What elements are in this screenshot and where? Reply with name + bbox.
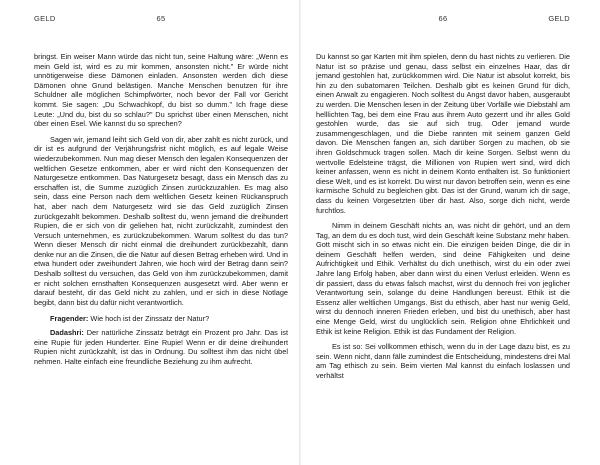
- answer-text: Der natürliche Zinssatz beträgt ein Prozent pro Jahr. Das ist eine Rupie für jeden Hunderter. Eine Rupie! Wenn er dir deine dreihundert Rupien nicht zurückzahlt, ist das in Ordnung. Du solltest ihm das nicht übel nehmen. Halte einfach eine freundliche Beziehung zu ihm aufrecht.: [34, 328, 288, 366]
- running-title: GELD: [34, 14, 56, 23]
- paragraph: Es ist so: Sei vollkommen ethisch, wenn du in der Lage dazu bist, es zu sein. Wenn nicht, dann fälle zumindest die Entscheidung, mindestens drei Mal am Tag ethisch zu sein. Beim vierten Mal kannst du einfach loslassen und verhältst: [316, 342, 570, 380]
- right-page-header: [316, 14, 570, 28]
- paragraph: Nimm in deinem Geschäft nichts an, was nicht dir gehört, und an dem Tag, an dem du es doch tust, wird dein Geschäft keine Substanz mehr haben. Gott mischt sich in so etwas nicht ein. Die einzigen beiden Dinge, die dir in deinem Geschäft helfen werden, sind deine Fähigkeiten und deine Aufrichtigkeit und Ethik. Verhältst du dich unethisch, wirst du ein oder zwei Jahre lang Erfolg haben, aber dann wirst du einen Verlust erleiden. Wenn es dir passiert, dass du etwas falsch machst, wirst du dennoch frei von jeglicher Verantwortung sein, solange du deine Handlungen bereust. Ethik ist die Essenz aller weltlichen Umgangs. Bist du ethisch, aber hast nur wenig Geld, wirst du dennoch inneren Frieden erleben, und bist du unethisch, aber hast eine Menge Geld, wirst du unglücklich sein. Religion ohne Ehrlichkeit und Ethik ist keine Religion. Ethik ist das Fundament der Religion.: [316, 221, 570, 336]
- page-number: 66: [438, 14, 448, 23]
- paragraph: Du kannst so gar Karten mit ihm spielen, denn du hast nichts zu verlieren. Die Natur ist so präzise und genau, dass selbst ein einzelnes Haar, das dir jemand gestohlen hat, zurückkommen wird. Die Natur ist absolut korrekt, bis hin zu den subatomaren Teilchen. Deshalb gibt es keinen Grund für dich, einen Anwalt zu engagieren. Noch solltest du Angst davor haben, ausgeraubt zu werden. Die Menschen lesen in der Zeitung über Vorfälle wie Diebstahl am helllichten Tag, bei dem eine Frau aus ihrem Auto gezerrt und ihr alles Gold gestohlen wurde, das sie auf sich trug. Oder jemand wurde zusammengeschlagen, und die Diebe rannten mit seinem ganzen Geld davon. Die Menschen fangen an, sich darüber Sorgen zu machen, ob sie ihren Goldschmuck tragen sollen. Mach dir keine Sorgen. Selbst wenn du wertvolle Edelsteine trägst, die Millionen von Rupien wert sind, wird dich keiner anfassen, wenn es nicht in deinem Konto enthalten ist. So funktioniert diese Welt, und es ist korrekt. Du wirst nur davon betroffen sein, wenn es eine karmische Schuld zu begleichen gibt. Das ist der Grund, warum ich dir sage, dass du keinen Vorgesetzten über dir hast. Also, sorge dich nicht, werde furchtlos.: [316, 52, 570, 215]
- right-page-body: [316, 52, 570, 381]
- answer: [34, 328, 288, 366]
- paragraph: bringst. Ein weiser Mann würde das nicht tun, seine Haltung wäre: „Wenn es mein Geld ist, wird es zu mir kommen, ansonsten nicht." Er würde nicht unnötigerweise diese Dämonen einladen. Ansonsten werden dich diese Dämonen ohne Grund belästigen. Manche Menschen benutzen für ihre Schuldner alle möglichen Schimpfwörter, noch bevor der Fall vor Gericht kommt. Sie sagen: „Du Schwachkopf, du bist so dumm." Ich frage diese Leute: „Und du, bist du so schlau?" Du sprichst über einen Menschen, nicht über einen Esel. Wie kannst du so sprechen?: [34, 52, 288, 129]
- question: [34, 314, 288, 324]
- speaker-label: Fragender:: [50, 314, 89, 324]
- running-title: GELD: [548, 14, 570, 23]
- left-page-body: [34, 52, 288, 366]
- page-number: 65: [156, 14, 166, 23]
- paragraph: Sagen wir, jemand leiht sich Geld von dir, aber zahlt es nicht zurück, und dir ist es aufgrund der Verjährungsfrist nicht möglich, es auf legale Weise wiederzubekommen. Nun mag dieser Mensch den legalen Konsequenzen der weltlichen Gesetze entkommen, aber er wird nicht den Konsequenzen der Naturgesetze entkommen. Das Naturgesetz besagt, dass ein Mensch das zu erschaffen ist, die Summe zuzüglich Zinsen zurückzuzahlen. Es mag also sein, dass eine Person nach dem weltlichen Gesetz keinen Rückanspruch hat, aber nach dem Naturgesetz wird sie das Geld zuzüglich Zinsen zurückgezahlt bekommen. Deshalb solltest du, wenn jemand die dreihundert Rupien, die er sich von dir geliehen hat, nicht zurückzahlt, zumindest den Versuch unternehmen, es zurückzubekommen. Warum solltest du das tun? Wenn dieser Mensch dir nicht einmal die dreihundert zurückbezahlt, dann denke nur an die Zinsen, die die Natur auf diesen Betrag erheben wird. Und in etwa hundert oder zweihundert Jahren, wie hoch wird der Betrag dann sein? Deshalb solltest du versuchen, das Geld von ihm zurückzubekommen, damit er nicht solchen ernsthaften Konsequenzen ausgesetzt wird. Aber wenn er darauf besteht, dir das Geld nicht zu zahlen, und er sich in diese Notlage begibt, dann bist du dafür nicht verantwortlich.: [34, 134, 288, 307]
- left-page-header: [34, 14, 288, 28]
- right-page: [300, 0, 600, 465]
- speaker-label: Dadashri:: [50, 328, 84, 338]
- question-text: Wie hoch ist der Zinssatz der Natur?: [88, 314, 210, 324]
